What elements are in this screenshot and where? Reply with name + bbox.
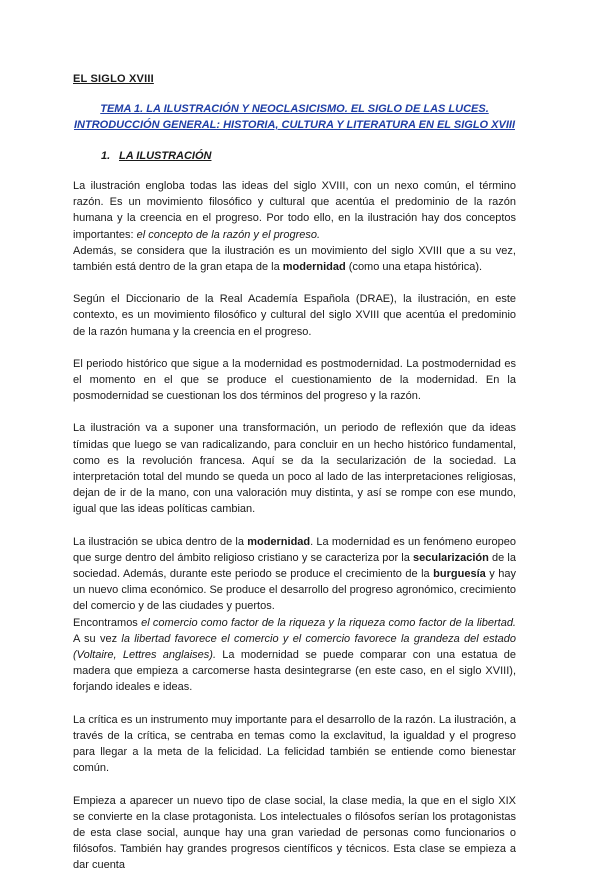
p7-text-a: Encontramos: [73, 616, 142, 629]
p2-bold: modernidad: [282, 261, 346, 274]
topic-heading-line-2: INTRODUCCIÓN GENERAL: HISTORIA, CULTURA Y LITERATURA EN EL SIGLO XVIII: [73, 119, 516, 131]
p6-text-e: y hay un nuevo clima económico. Se produce el desarrollo del progreso agronómico, crecimiento del comercio y de las ciudades y puertos.: [73, 568, 516, 613]
topic-heading-line-1: TEMA 1. LA ILUSTRACIÓN Y NEOCLASICISMO. EL SIGLO DE LAS LUCES.: [100, 103, 489, 115]
p2-text-end: (como una etapa histórica).: [345, 261, 483, 274]
paragraph-6: [73, 534, 516, 615]
p6-text-a: La ilustración se ubica dentro de la: [73, 535, 248, 548]
document-title: EL SIGLO XVIII: [73, 73, 154, 85]
section-heading: [101, 150, 516, 162]
p6-text-c: . La modernidad es un fenómeno europeo que surge dentro del ámbito religioso cristiano y se caracteriza por la: [73, 535, 516, 564]
paragraph-3: Según el Diccionario de la Real Academía Española (DRAE), la ilustración, en este contexto, es un movimiento filosófico y cultural del siglo XVIII que acentúa el predominio de la razón humana y la creencia en el progreso.: [73, 293, 516, 338]
paragraph-5: La ilustración va a suponer una transformación, un periodo de reflexión que da ideas tímidas que luego se van radicalizando, para concluir en un hecho histórico fundamental, como es la revolución francesa. Aquí se da la secularización de la sociedad. La interpretación total del mundo se queda un poco al lado de las interpretaciones religiosas, dejan de ir de la mano, con una valoración muy distinta, y así se rompe con ese mundo, igual que las ideas políticas cambian.: [73, 422, 516, 516]
section-title: LA ILUSTRACIÓN: [119, 150, 212, 162]
p6-bold-3: burguesía: [433, 568, 486, 581]
paragraph-4: El periodo histórico que sigue a la modernidad es postmodernidad. La postmodernidad es el momento en el que se produce el cuestionamiento de la modernidad. En la posmodernidad se cuestionan los dos términos del progreso y la razón.: [73, 357, 516, 403]
paragraph-8: La crítica es un instrumento muy importante para el desarrollo de la razón. La ilustración, a través de la crítica, se centraba en temas como la exclavitud, la igualdad y el progreso para llegar a la meta de la felicidad. La felicidad también se entiende como bienestar común.: [73, 713, 516, 775]
paragraph-9: Empieza a aparecer un nuevo tipo de clase social, la clase media, la que en el siglo XIX se convierte en la clase protagonista. Los intelectuales o filósofos serían los protagonistas de esta clase social, aunque hay una gran variedad de personas como funcionarios o filósofos. También hay grandes progresos científicos y técnicos. Esta clase se empieza a dar cuenta: [73, 794, 516, 872]
p7-text-b: A su vez: [73, 632, 122, 645]
p7-italic-2: la libertad favorece el comercio y el comercio favorece la grandeza del estado (Voltaire, Lettres anglaises).: [73, 632, 516, 662]
p7-italic-1: el comercio como factor de la riqueza y la riqueza como factor de la libertad.: [141, 616, 516, 629]
topic-heading: [73, 101, 516, 133]
p2-text: Además, se considera que la ilustración es un movimiento del siglo XVIII que a su vez, también está dentro de la gran etapa de la: [73, 244, 516, 274]
p1-text: La ilustración engloba todas las ideas del siglo XVIII, con un nexo común, el término razón. Es un movimiento filosófico y cultural que acentúa el predominio de la razón humana y la creencia en el progreso. Por todo ello, en la ilustración hay dos conceptos importantes:: [73, 180, 516, 241]
p6-bold-2: secularización: [413, 551, 489, 564]
paragraph-7: [73, 615, 516, 696]
p6-bold-1: modernidad: [247, 535, 311, 548]
section-number: 1.: [101, 150, 111, 162]
p6-text-d: de la sociedad. Además, durante este periodo se produce el crecimiento de la: [73, 551, 516, 581]
paragraph-1: [73, 178, 516, 243]
p1-italic: el concepto de la razón y el progreso.: [136, 228, 321, 241]
paragraph-2: [73, 243, 516, 275]
p7-text-c: La modernidad se puede comparar con una estatua de madera que empieza a carcomerse hasta desintegrarse (en este caso, en el siglo XVIII), forjando ideales e ideas.: [73, 649, 516, 694]
